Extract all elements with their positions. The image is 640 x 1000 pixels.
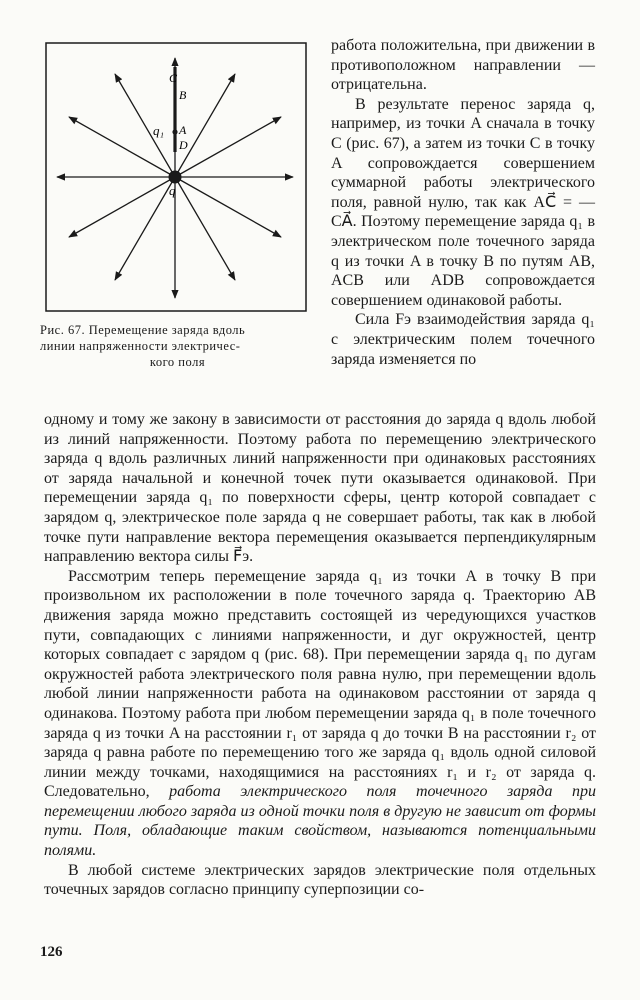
paragraph-text: Рассмотрим теперь перемещение заряда q₁ из точки A в точку B при произвольном их расположении в поле точечного заряда q. Траекторию AB движения заряда можно представить состоящей из чередующихся участков пути, совпадающих с линиями напряженности, и дуг окружностей, центр которых совпадает с зарядом q (рис. 68). При перемещении заряда q₁ по дугам окружностей работа электрического поля равна нулю, при перемещении вдоль любой линии напряженности работа на одинаковом расстоянии от заряда q одинакова. Поэтому работа при любом перемещении заряда q₁ в поле точечного заряда q из точки A на расстоянии r₁ от заряда q до точки B на расстоянии r₂ от заряда q равна работе по перемещению того же заряда q₁ вдоль одной силовой линии между точками, находящимися на расстояниях r₁ и r₂ от заряда q. Следовательно, bbox=[44, 567, 596, 801]
paragraph: одному и тому же закону в зависимости от расстояния до заряда q вдоль любой из линий напряженности. Поэтому работа по перемещению электрического заряда q вдоль различных линий напряженности при одинаковых расстояниях от заряда начальной и конечной точек пути оказывается одинаковой. При перемещении заряда q₁ по поверхности сферы, центр которой совпадает с зарядом q, электрическое поле заряда q не совершает работы, так как в любой точке пути направление вектора перемещения оказывается перпендикулярным направлению вектора силы F⃗э. bbox=[44, 411, 596, 566]
caption-line: кого поля bbox=[149, 355, 206, 369]
paragraph bbox=[44, 567, 596, 861]
main-column bbox=[44, 410, 596, 900]
charge-q1 bbox=[172, 129, 177, 134]
field-line bbox=[69, 177, 175, 237]
figure-caption bbox=[40, 322, 315, 370]
label-d: D bbox=[179, 138, 188, 152]
side-column bbox=[331, 36, 595, 369]
field-line bbox=[175, 177, 281, 237]
caption-line: линии напряженности электричес- bbox=[40, 339, 241, 353]
label-b: B bbox=[179, 88, 187, 102]
figure-67 bbox=[45, 42, 307, 312]
label-q: q bbox=[169, 183, 176, 198]
page-number: 126 bbox=[40, 944, 63, 960]
field-line bbox=[175, 177, 235, 280]
paragraph: В результате перенос заряда q, например, из точки A сначала в точку C (рис. 67), а затем из точки C в точку A сопровождается совершением суммарной работы электрического поля, равной нулю, так как AC⃗ = — CA⃗. Поэтому перемещение заряда q₁ в электрическом поле точечного заряда q из точки A в точку B по путям AB, ACB или ADB сопровождается совершением одинаковой работы. bbox=[331, 95, 595, 309]
paragraph: В любой системе электрических зарядов электрические поля отдельных точечных зарядов согласно принципу суперпозиции со- bbox=[44, 861, 596, 899]
field-lines-diagram bbox=[45, 42, 307, 312]
field-line bbox=[115, 74, 175, 177]
point-charge bbox=[169, 171, 182, 184]
paragraph: работа положительна, при движении в противоположном направлении — отрицательна. bbox=[331, 37, 595, 94]
field-line bbox=[115, 177, 175, 280]
caption-line: Рис. 67. Перемещение заряда вдоль bbox=[40, 323, 246, 337]
definition-text: работа электрического поля точечного заряда при перемещении любого заряда из одной точки поля в другую не зависит от формы пути. Поля, обладающие таким свойством, называются потенциальными полями. bbox=[44, 783, 596, 860]
label-a: A bbox=[179, 123, 187, 137]
field-line bbox=[175, 117, 281, 177]
label-c: C bbox=[169, 71, 178, 85]
paragraph: Сила Fэ взаимодействия заряда q₁ с электрическим полем точечного заряда изменяется по bbox=[331, 311, 595, 368]
label-q1: q₁ bbox=[153, 123, 165, 138]
